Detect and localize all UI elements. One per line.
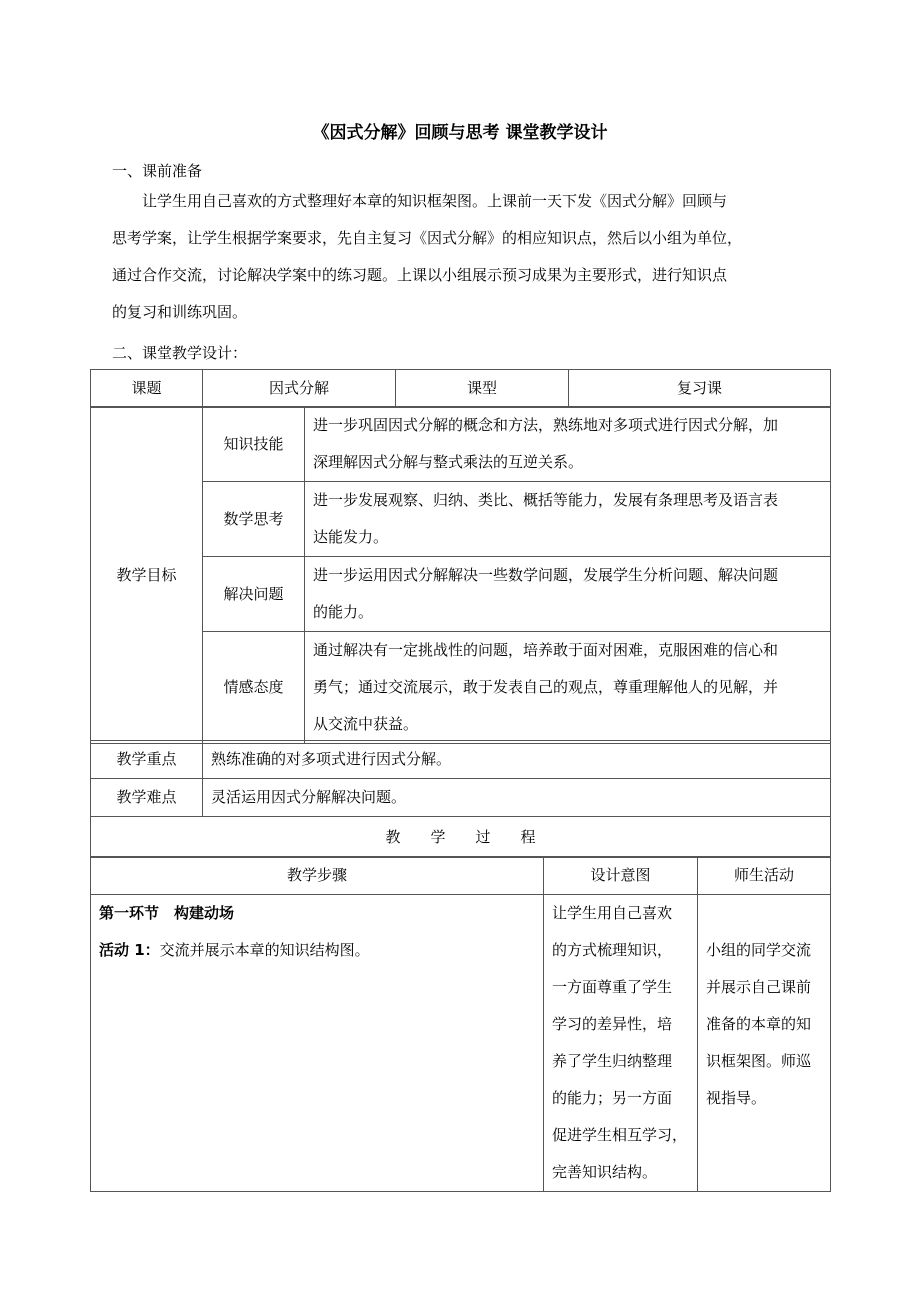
intro-line: 通过合作交流，讨论解决学案中的练习题。上课以小组展示预习成果为主要形式，进行知识点 [112, 266, 728, 284]
intro-line: 思考学案，让学生根据学案要求，先自主复习《因式分解》的相应知识点，然后以小组为单位， [112, 229, 743, 247]
intro-line: 的复习和训练巩固。 [112, 303, 248, 321]
key-label: 教学重点 [91, 741, 203, 779]
document-title: 《因式分解》回顾与思考 课堂教学设计 [312, 123, 608, 143]
col-steps: 教学步骤 [91, 857, 544, 895]
stage1-steps [91, 895, 544, 1192]
activity-text: 交流并展示本章的知识结构图。 [159, 941, 370, 959]
intro-paragraph [112, 183, 827, 331]
type-label: 课型 [396, 370, 569, 408]
col-intent: 设计意图 [544, 857, 698, 895]
lesson-info-table [90, 369, 831, 408]
process-heading: 教 学 过 程 [91, 817, 831, 858]
goals-table [90, 406, 831, 744]
goals-label: 教学目标 [91, 407, 203, 744]
type-value: 复习课 [569, 370, 831, 408]
difficulty-value: 灵活运用因式分解解决问题。 [203, 779, 831, 817]
key-points-table [90, 740, 831, 858]
goal-text: 进一步巩固因式分解的概念和方法，熟练地对多项式进行因式分解，加 深理解因式分解与整式乘法的互逆关系。 [305, 407, 831, 482]
key-value: 熟练准确的对多项式进行因式分解。 [203, 741, 831, 779]
stage1-intent: 让学生用自己喜欢 的方式梳理知识， 一方面尊重了学生 学习的差异性，培 养了学生归纳整理 的能力；另一方面 促进学生相互学习， 完善知识结构。 [544, 895, 698, 1192]
col-activity: 师生活动 [698, 857, 831, 895]
stage1-teacher-student: 小组的同学交流 并展示自己课前 准备的本章的知 识框架图。师巡 视指导。 [698, 895, 831, 1192]
goal-name: 知识技能 [203, 407, 305, 482]
section-heading-design: 二、课堂教学设计： [112, 344, 248, 362]
stage1-heading: 第一环节 构建动场 [99, 904, 235, 922]
activity-label: 活动 1： [99, 941, 160, 959]
goal-name: 解决问题 [203, 557, 305, 632]
topic-label: 课题 [91, 370, 203, 408]
topic-value: 因式分解 [203, 370, 396, 408]
process-table [90, 856, 831, 1192]
goal-text: 进一步发展观察、归纳、类比、概括等能力，发展有条理思考及语言表 达能发力。 [305, 482, 831, 557]
difficulty-label: 教学难点 [91, 779, 203, 817]
intro-line: 让学生用自己喜欢的方式整理好本章的知识框架图。上课前一天下发《因式分解》回顾与 [142, 192, 728, 210]
goal-text: 通过解决有一定挑战性的问题，培养敢于面对困难，克服困难的信心和 勇气；通过交流展示，敢于发表自己的观点，尊重理解他人的见解，并 从交流中获益。 [305, 632, 831, 744]
goal-text: 进一步运用因式分解解决一些数学问题，发展学生分析问题、解决问题 的能力。 [305, 557, 831, 632]
goal-name: 数学思考 [203, 482, 305, 557]
goal-name: 情感态度 [203, 632, 305, 744]
section-heading-prep: 一、课前准备 [112, 162, 203, 180]
